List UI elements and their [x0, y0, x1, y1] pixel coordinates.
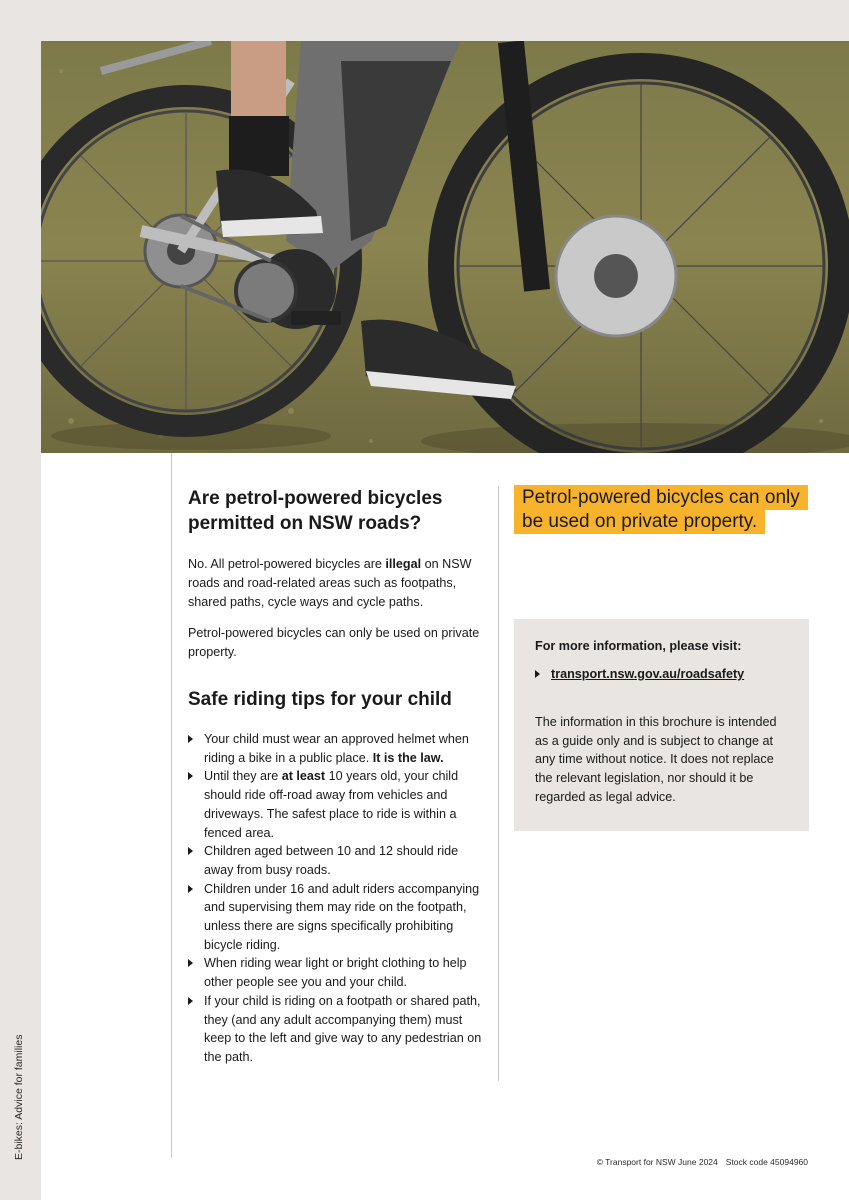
link-row — [535, 665, 788, 683]
tip-bold-text: at least — [281, 769, 326, 784]
callout-box — [514, 486, 814, 534]
center-column-divider — [498, 486, 499, 1081]
bullet-arrow-icon — [535, 670, 540, 678]
more-info-panel — [514, 619, 809, 831]
disclaimer-text: The information in this brochure is intended as a guide only and is subject to change at any time without notice. It does not replace the relevant legislation, nor should it be regarded as legal advice. — [535, 715, 777, 804]
top-margin-band — [0, 0, 849, 41]
left-column — [188, 486, 488, 1067]
tip-bold-text: It is the law. — [372, 750, 444, 765]
tip-text: 10 years old, your child should ride off-road away from vehicles and driveways. The safest place to ride is within a fenced area. — [204, 769, 459, 840]
roadsafety-link[interactable]: transport.nsw.gov.au/roadsafety — [551, 667, 745, 681]
stock-code-text: Stock code 45094960 — [725, 1157, 808, 1167]
tip-text: Until they are — [204, 769, 282, 784]
safe-riding-tips-list — [188, 730, 488, 1067]
bullet-arrow-icon — [188, 997, 193, 1005]
tip-text: If your child is riding on a footpath or shared path, they (and any adult accompanying them) must keep to the left and give way to any pedestrian on the path. — [204, 993, 482, 1064]
left-column-divider — [171, 453, 172, 1158]
tip-text: Your child must wear an approved helmet when riding a bike in a public place. — [204, 732, 469, 765]
tip-item — [188, 992, 488, 1067]
bullet-arrow-icon — [188, 735, 193, 743]
footer — [597, 1157, 808, 1167]
tip-item — [188, 842, 488, 879]
bullet-arrow-icon — [188, 847, 193, 855]
para1-text-end: on NSW roads and road-related areas such as footpaths, shared paths, cycle ways and cycle paths. — [188, 557, 472, 609]
more-info-heading: For more information, please visit: — [535, 639, 742, 653]
bullet-arrow-icon — [188, 772, 193, 780]
bullet-arrow-icon — [188, 885, 193, 893]
tip-item — [188, 730, 488, 767]
tip-item — [188, 954, 488, 991]
bullet-arrow-icon — [188, 959, 193, 967]
callout-text: Petrol-powered bicycles can only be used on private property. — [514, 485, 808, 534]
tip-item — [188, 880, 488, 955]
para1-text-start: No. All petrol-powered bicycles are — [188, 557, 386, 571]
copyright-text: © Transport for NSW June 2024 — [596, 1157, 718, 1167]
e-bike-photo — [41, 41, 849, 453]
petrol-bicycles-heading: Are petrol-powered bicycles permitted on NSW roads? — [188, 488, 443, 534]
side-margin-band — [0, 0, 41, 1200]
tip-text: Children under 16 and adult riders accompanying and supervising them may ride on the footpath, unless there are signs specifically prohibiting bicycle riding. — [204, 881, 480, 952]
tip-text: Children aged between 10 and 12 should ride away from busy roads. — [204, 844, 459, 877]
tip-text: When riding wear light or bright clothing to help other people see you and your child. — [204, 956, 467, 990]
tip-item — [188, 767, 488, 842]
para1-bold-illegal: illegal — [385, 557, 422, 571]
private-property-paragraph: Petrol-powered bicycles can only be used on private property. — [188, 626, 480, 659]
side-label: E-bikes: Advice for families — [13, 1034, 25, 1160]
safe-riding-heading: Safe riding tips for your child — [188, 689, 452, 710]
petrol-bicycles-paragraph — [188, 555, 488, 612]
